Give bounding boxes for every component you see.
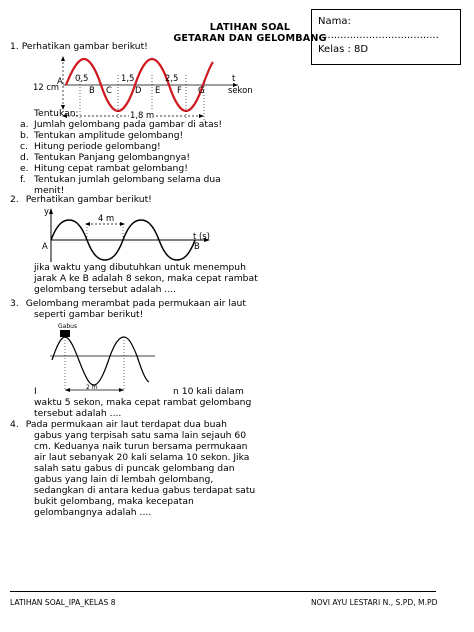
- q2-y-label: y: [44, 206, 49, 216]
- point-f: F: [177, 85, 182, 95]
- q4-line-3: cm. Keduanya naik turun bersama permukaan: [34, 441, 248, 452]
- q4-line-6: gabus yang lain di lembah gelombang,: [34, 474, 214, 485]
- q1-item-f-cont-text: menit!: [34, 185, 65, 196]
- q1-item-a-text: Jumlah gelombang pada gambar di atas!: [34, 119, 223, 130]
- q1-item-f-text: Tentukan jumlah gelombang selama dua: [34, 174, 221, 185]
- question-4-number: 4.: [10, 419, 19, 430]
- title-line-2: GETARAN DAN GELOMBANG: [173, 33, 327, 44]
- amplitude-label: 12 cm: [33, 82, 60, 92]
- point-d: D: [135, 85, 142, 95]
- name-dots: ......................................: [318, 30, 439, 41]
- q3-after-3: tersebut adalah ....: [34, 408, 122, 419]
- point-e: E: [155, 85, 161, 95]
- q4-line-2: gabus yang terpisah satu sama lain sejauh 60: [34, 430, 247, 441]
- question-1-number: 1.: [10, 41, 19, 52]
- q4-line-7: sedangkan di antara kedua gabus terdapat satu: [34, 485, 256, 496]
- question-3-number: 3.: [10, 298, 19, 309]
- name-label: Nama:: [318, 16, 351, 27]
- q4-line-4: air laut sebanyak 20 kali selama 10 sekon. Jika: [34, 452, 250, 463]
- q2-point-b: B: [194, 241, 200, 251]
- time-1-5: 1,5: [121, 73, 135, 83]
- q1-item-c-letter: c.: [20, 141, 28, 152]
- q2-line-2: jarak A ke B adalah 8 sekon, maka cepat rambat: [34, 273, 258, 284]
- q1-item-b-letter: b.: [20, 130, 29, 141]
- q2-axis-t-label: t (s): [193, 231, 210, 241]
- footer-divider: [10, 591, 436, 592]
- point-a: A: [57, 76, 63, 86]
- question-4-line-1: Pada permukaan air laut terdapat dua buah: [25, 419, 227, 430]
- q1-item-a-letter: a.: [20, 119, 29, 130]
- question-2-number: 2.: [10, 194, 19, 205]
- class-label: Kelas : 8D: [318, 44, 369, 55]
- q1-item-c-text: Hitung periode gelombang!: [34, 141, 161, 152]
- q3-gabus-label: Gabus: [58, 323, 78, 330]
- q3-after-1b: n 10 kali dalam: [173, 386, 244, 397]
- question-3-line-2: seperti gambar berikut!: [34, 309, 144, 320]
- question-2-text: Perhatikan gambar berikut!: [25, 194, 152, 205]
- time-2-5: 2,5: [165, 73, 179, 83]
- axis-sekon-label: sekon: [228, 85, 253, 95]
- q3-after-1a: I: [34, 386, 37, 397]
- q1-item-f-letter: f.: [20, 174, 26, 185]
- length-label: 1,8 m: [130, 110, 155, 120]
- time-0-5: 0,5: [75, 73, 89, 83]
- question-4: [10, 419, 268, 430]
- point-b: B: [89, 85, 95, 95]
- q3-dist-label: 2 m: [86, 384, 98, 391]
- q1-item-b-text: Tentukan amplitude gelombang!: [34, 130, 184, 141]
- axis-t-label: t: [232, 73, 236, 83]
- tentukan-label: Tentukan:: [34, 108, 79, 119]
- footer-right: NOVI AYU LESTARI N., S.PD, M.PD: [311, 598, 438, 607]
- q2-line-1: jika waktu yang dibutuhkan untuk menempuh: [34, 262, 246, 273]
- q1-item-d-letter: d.: [20, 152, 29, 163]
- q4-line-9: gelombangnya adalah ....: [34, 507, 152, 518]
- q2-line-3: gelombang tersebut adalah ....: [34, 284, 176, 295]
- footer-left: LATIHAN SOAL_IPA_KELAS 8: [10, 598, 116, 607]
- q4-line-5: salah satu gabus di puncak gelombang dan: [34, 463, 235, 474]
- point-c: C: [106, 85, 112, 95]
- question-1-text: Perhatikan gambar berikut!: [21, 41, 148, 52]
- question-3-line-1: Gelombang merambat pada permukaan air laut: [25, 298, 246, 309]
- title-line-1: LATIHAN SOAL: [209, 22, 291, 33]
- q1-item-d-text: Tentukan Panjang gelombangnya!: [34, 152, 191, 163]
- q2-point-a: A: [42, 241, 48, 251]
- q2-dist-label: 4 m: [98, 213, 115, 223]
- q4-line-8: bukit gelombang, maka kecepatan: [34, 496, 194, 507]
- point-g: G: [198, 85, 205, 95]
- q1-item-e-text: Hitung cepat rambat gelombang!: [34, 163, 188, 174]
- q3-after-2: waktu 5 sekon, maka cepat rambat gelombang: [34, 397, 252, 408]
- q1-item-e-letter: e.: [20, 163, 29, 174]
